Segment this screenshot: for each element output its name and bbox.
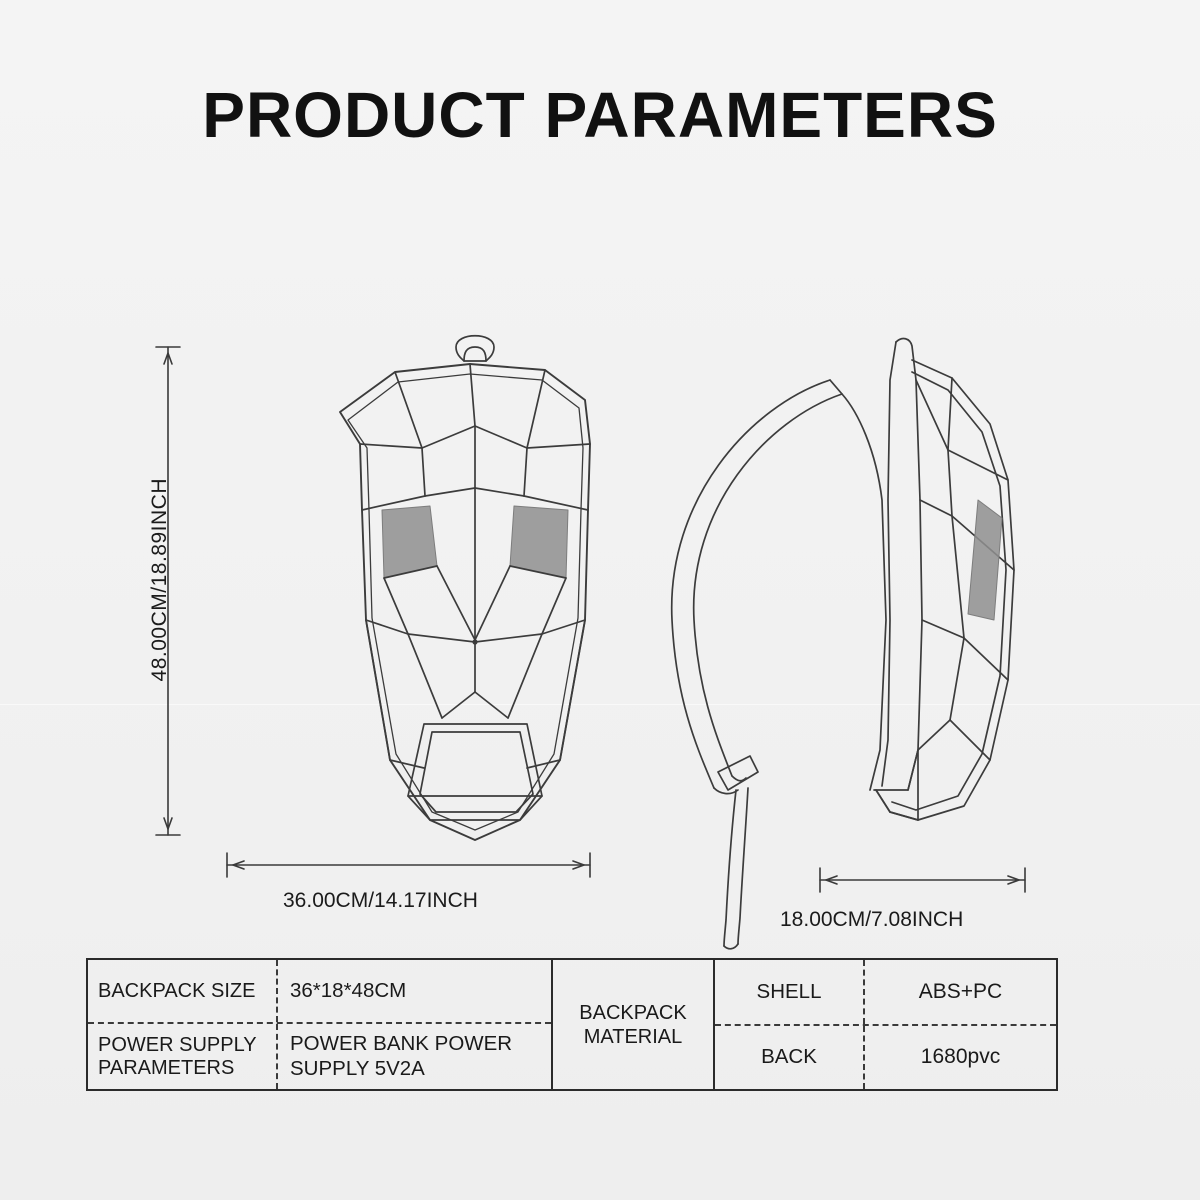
table-row <box>88 1024 551 1089</box>
table-row <box>715 1026 1056 1090</box>
dimension-line-width <box>227 853 590 877</box>
specs-table <box>86 958 1058 1091</box>
material-value: ABS+PC <box>918 979 1003 1003</box>
front-view-group <box>340 336 590 840</box>
material-name: BACK <box>715 1026 865 1090</box>
dimension-label-depth: 18.00CM/7.08INCH <box>780 908 964 931</box>
material-name: SHELL <box>715 960 865 1024</box>
material-label: BACKPACK MATERIAL <box>553 960 715 1089</box>
page-title: PRODUCT PARAMETERS <box>202 79 998 151</box>
specs-left-column <box>88 960 553 1089</box>
side-view-group <box>672 339 1014 949</box>
spec-key: BACKPACK SIZE <box>88 960 278 1022</box>
spec-key: POWER SUPPLY PARAMETERS <box>88 1024 278 1089</box>
table-row <box>88 960 551 1024</box>
dimension-label-width: 36.00CM/14.17INCH <box>283 889 478 912</box>
side-panel-tinted <box>968 500 1002 620</box>
material-table <box>715 960 1056 1089</box>
dimension-label-height: 48.00CM/18.89INCH <box>148 478 171 682</box>
product-diagram <box>90 320 1110 950</box>
spec-value: POWER BANK POWER SUPPLY 5V2A <box>290 1032 513 1080</box>
specs-right-column <box>553 960 1056 1089</box>
table-row <box>715 960 1056 1026</box>
material-value: 1680pvc <box>920 1045 1001 1069</box>
spec-value: 36*18*48CM <box>290 978 407 1002</box>
dimension-line-depth <box>820 868 1025 892</box>
